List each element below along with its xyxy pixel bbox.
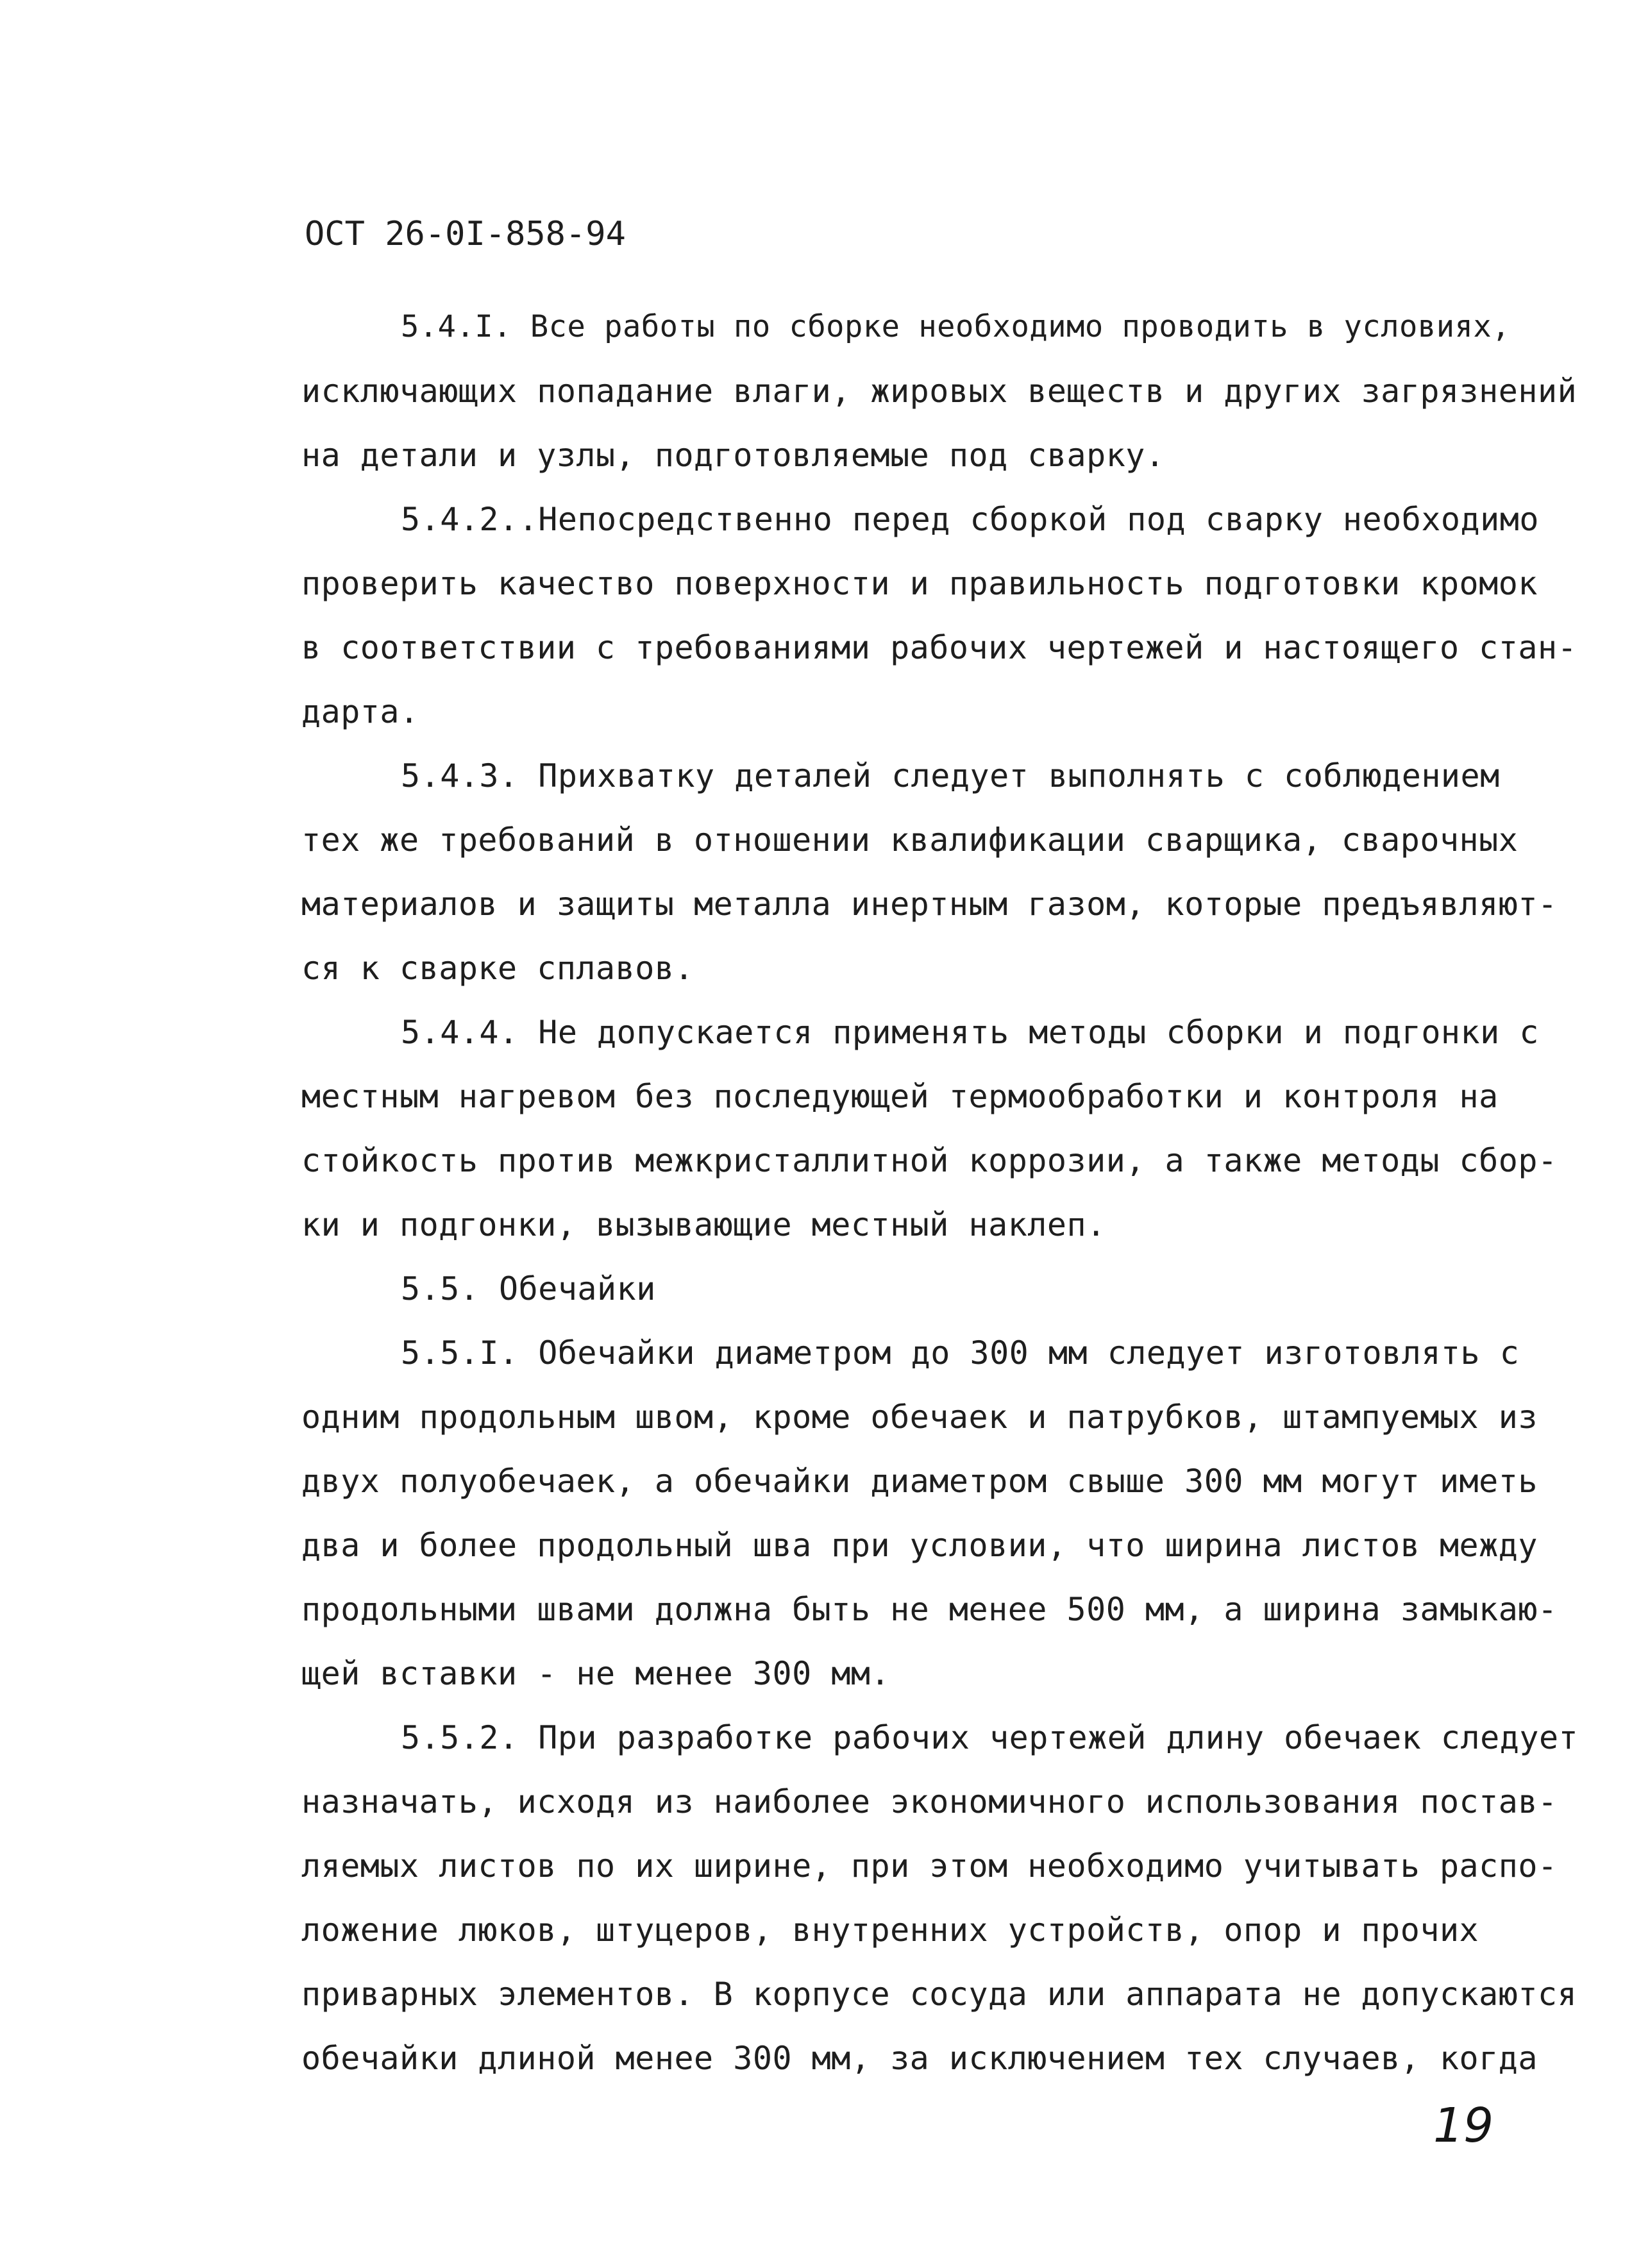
text-line: одним продольным швом, кроме обечаек и патрубков, штампуемых из bbox=[301, 1399, 1538, 1436]
text-line: ки и подгонки, вызывающие местный наклеп. bbox=[301, 1206, 1106, 1243]
text-line: в соответствии с требованиями рабочих чертежей и настоящего стан- bbox=[301, 629, 1577, 666]
page-number: 19 bbox=[1433, 2098, 1494, 2153]
text-line: 5.4.4. Не допускается применять методы сборки и подгонки с bbox=[401, 1014, 1539, 1051]
text-line: на детали и узлы, подготовляемые под сварку. bbox=[301, 437, 1165, 474]
text-line: обечайки длиной менее 300 мм, за исключением тех случаев, когда bbox=[301, 2040, 1538, 2077]
text-line: ложение люков, штуцеров, внутренних устройств, опор и прочих bbox=[301, 1911, 1479, 1949]
text-line: назначать, исходя из наиболее экономичного использования постав- bbox=[301, 1783, 1558, 1820]
section-heading: 5.5. Обечайки bbox=[401, 1270, 656, 1307]
text-line: 5.5.I. Обечайки диаметром до 300 мм следует изготовлять с bbox=[401, 1334, 1520, 1372]
text-line: 5.4.2..Непосредственно перед сборкой под сварку необходимо bbox=[401, 501, 1539, 538]
text-line: двух полуобечаек, а обечайки диаметром свыше 300 мм могут иметь bbox=[301, 1463, 1538, 1500]
text-line: проверить качество поверхности и правильность подготовки кромок bbox=[301, 565, 1538, 602]
text-line: исключающих попадание влаги, жировых веществ и других загрязнений bbox=[301, 373, 1577, 410]
text-line: дарта. bbox=[301, 693, 419, 730]
text-line: 5.4.I. Все работы по сборке необходимо проводить в условиях, bbox=[401, 309, 1511, 344]
text-line: продольными швами должна быть не менее 500 мм, а ширина замыкаю- bbox=[301, 1591, 1558, 1628]
text-line: материалов и защиты металла инертным газом, которые предъявляют- bbox=[301, 886, 1558, 923]
text-line: 5.4.3. Прихватку деталей следует выполнять с соблюдением bbox=[401, 757, 1500, 794]
text-line: тех же требований в отношении квалификации сварщика, сварочных bbox=[301, 821, 1518, 859]
text-line: приварных элементов. В корпусе сосуда или аппарата не допускаются bbox=[301, 1976, 1577, 2013]
text-line: местным нагревом без последующей термообработки и контроля на bbox=[301, 1078, 1499, 1115]
text-line: стойкость против межкристаллитной коррозии, а также методы сбор- bbox=[301, 1142, 1558, 1179]
text-line: два и более продольный шва при условии, что ширина листов между bbox=[301, 1527, 1538, 1564]
text-line: ся к сварке сплавов. bbox=[301, 950, 694, 987]
text-line: 5.5.2. При разработке рабочих чертежей длину обечаек следует bbox=[401, 1719, 1579, 1756]
text-line: щей вставки - не менее 300 мм. bbox=[301, 1655, 891, 1692]
text-line: ляемых листов по их ширине, при этом необходимо учитывать распо- bbox=[301, 1847, 1558, 1885]
document-code: ОСТ 26-0I-858-94 bbox=[305, 215, 626, 253]
